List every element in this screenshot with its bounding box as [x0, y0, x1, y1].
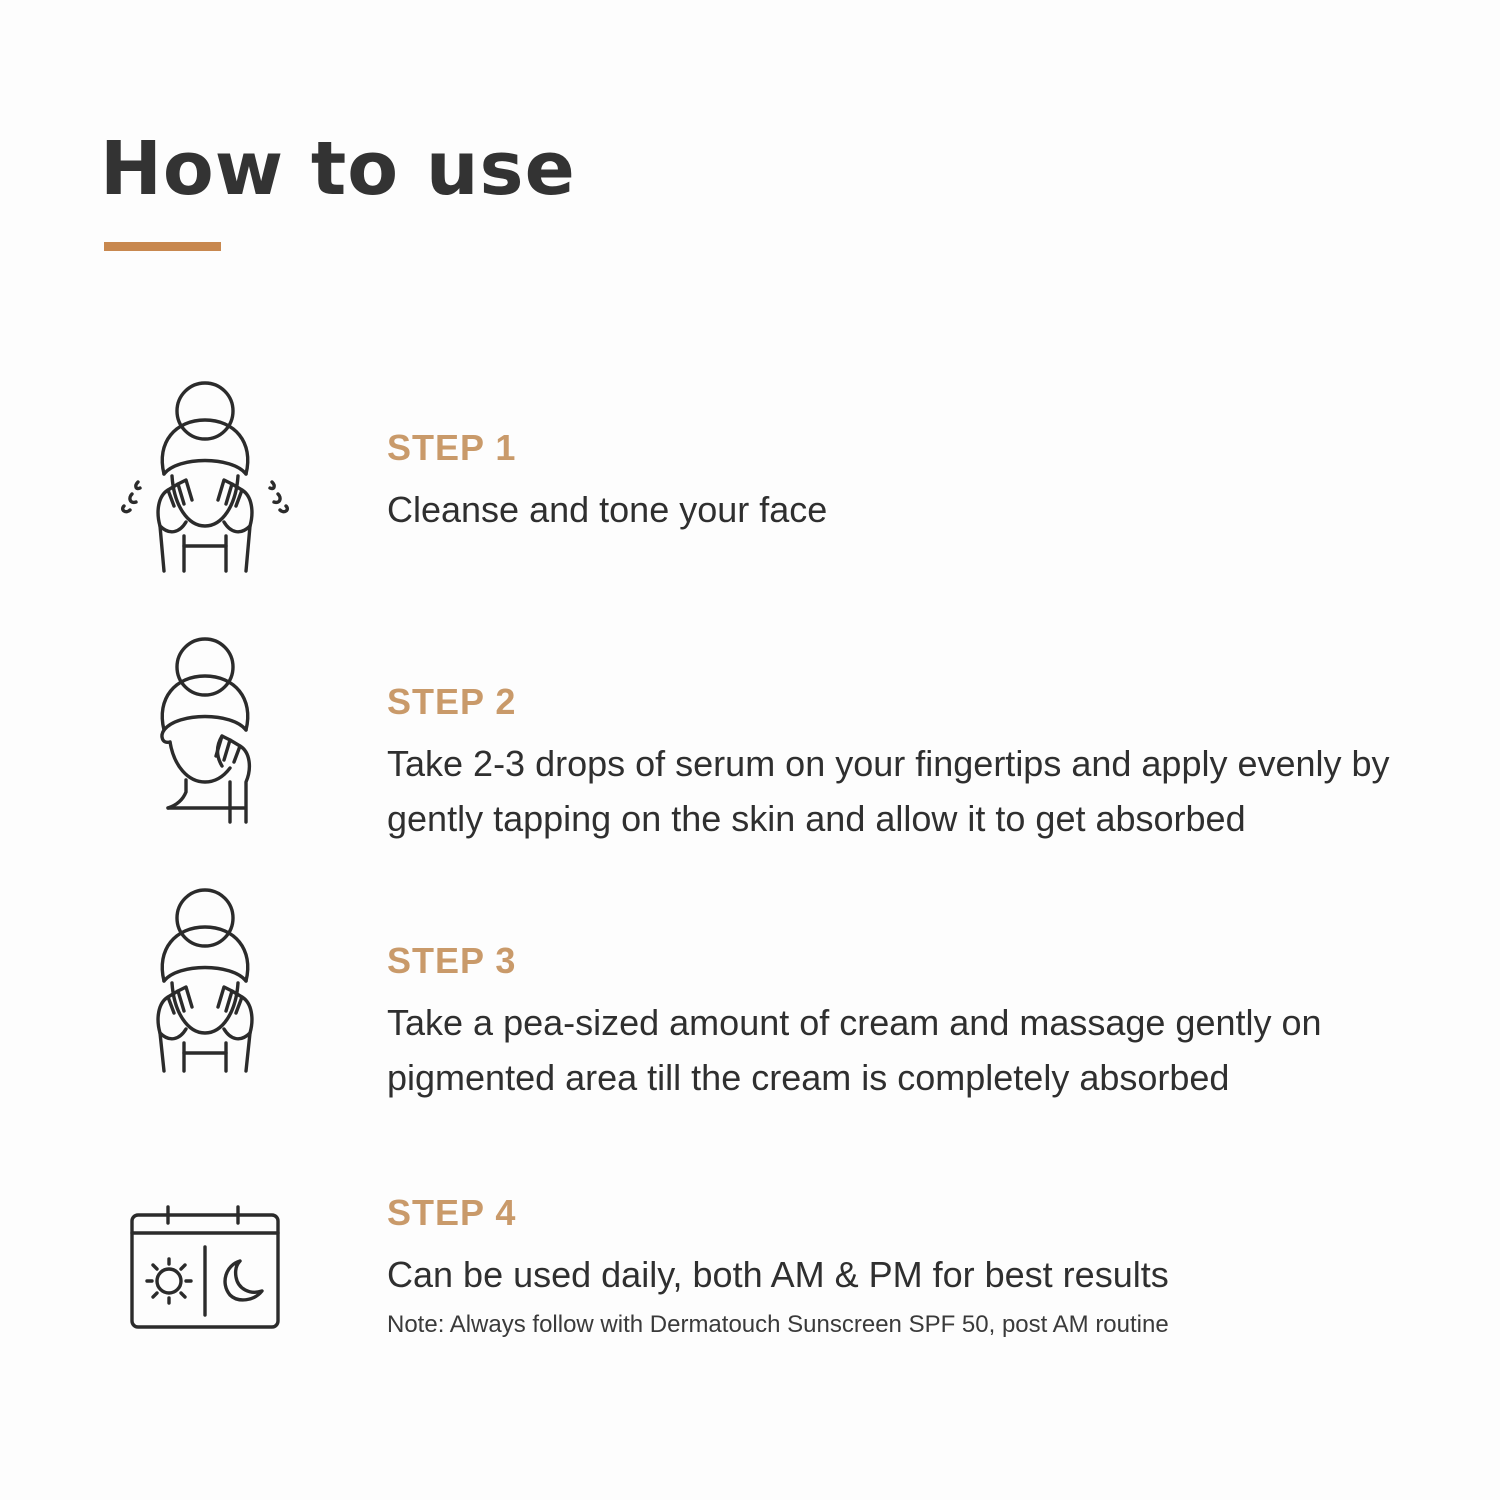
calendar-day-night-icon [112, 1203, 300, 1333]
page-title: How to use [100, 126, 576, 212]
step-description: Cleanse and tone your face [387, 489, 828, 530]
step-description: Take a pea-sized amount of cream and massage gently on pigmented area till the cream is completely absorbed [387, 1002, 1322, 1098]
step-description: Can be used daily, both AM & PM for best results [387, 1254, 1169, 1295]
step-label: STEP 2 [387, 681, 517, 722]
face-massage-icon [112, 893, 300, 1077]
face-wash-icon [112, 386, 300, 570]
step-label: STEP 1 [387, 427, 517, 468]
title-underline [104, 242, 221, 251]
step-label: STEP 4 [387, 1192, 517, 1233]
step-label: STEP 3 [387, 940, 517, 981]
step-note: Note: Always follow with Dermatouch Sunscreen SPF 50, post AM routine [387, 1311, 1169, 1338]
face-tap-icon [112, 642, 300, 826]
step-description: Take 2-3 drops of serum on your fingertips and apply evenly by gently tapping on the skin and allow it to get absorbed [387, 743, 1390, 839]
